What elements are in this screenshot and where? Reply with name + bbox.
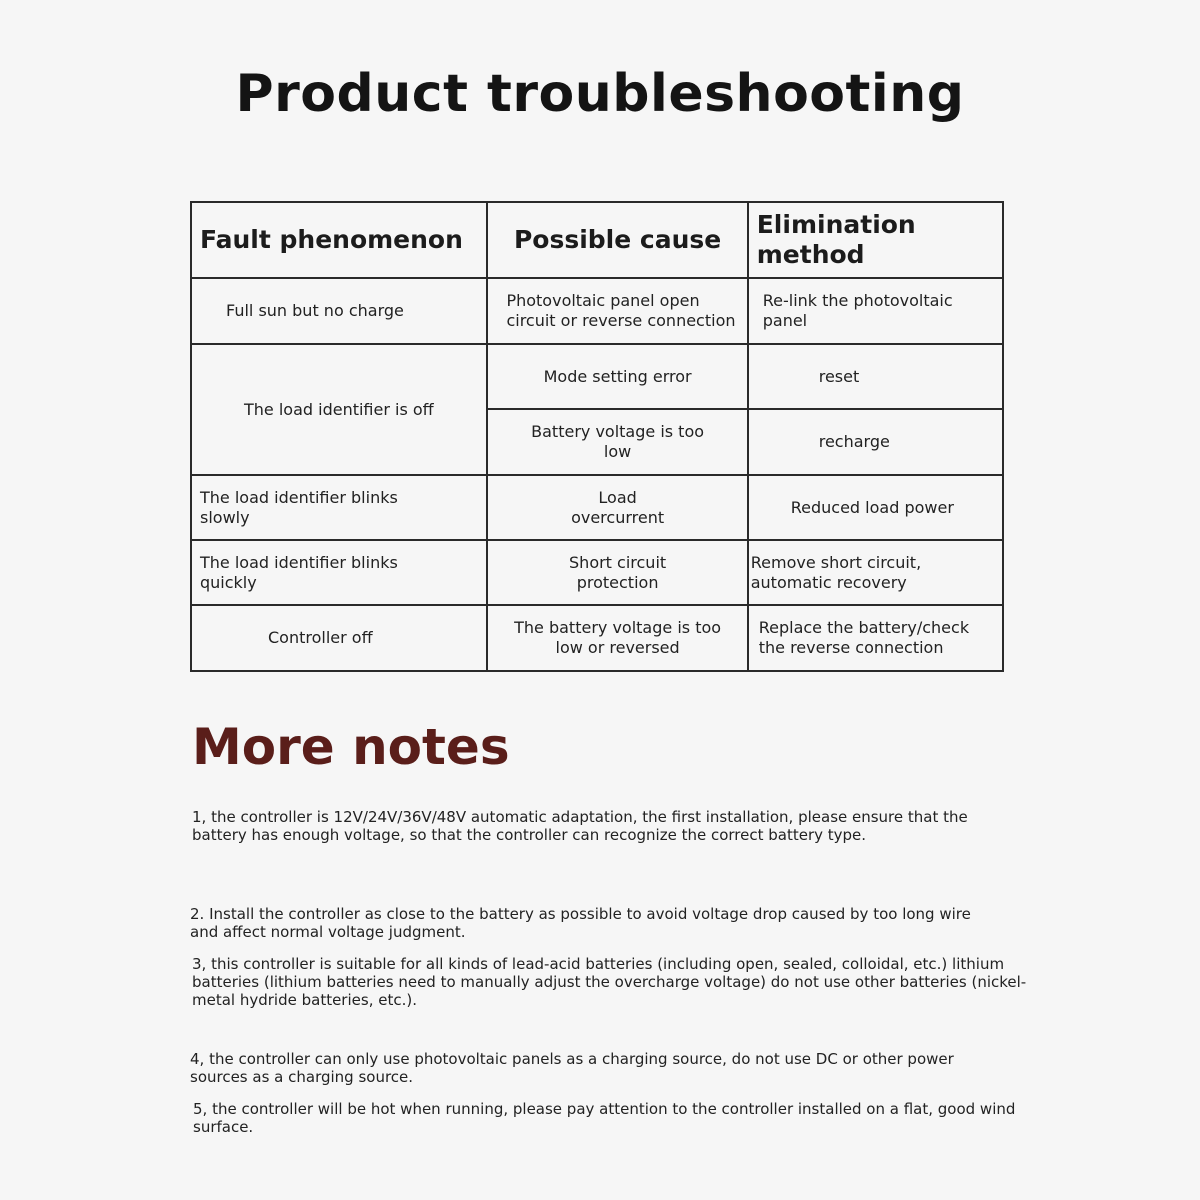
- note-item: 4, the controller can only use photovoltaic panels as a charging source, do not use DC or other power sources as a charging source.: [190, 1050, 954, 1086]
- table-row: [191, 344, 1003, 409]
- cause-cell: Mode setting error: [487, 344, 747, 409]
- table-row: [191, 605, 1003, 671]
- page-title: Product troubleshooting: [235, 64, 965, 124]
- note-item: 5, the controller will be hot when running, please pay attention to the controller installed on a flat, good wind surface.: [193, 1100, 1016, 1136]
- header-elimination-method: Elimination method: [748, 202, 1003, 278]
- cause-cell: Photovoltaic panel open circuit or reverse connection: [487, 278, 747, 344]
- table-row: [191, 278, 1003, 344]
- method-cell: Remove short circuit, automatic recovery: [748, 540, 1003, 605]
- method-cell: Replace the battery/check the reverse connection: [748, 605, 1003, 671]
- cause-cell: Load overcurrent: [487, 475, 747, 540]
- table-row: [191, 540, 1003, 605]
- header-possible-cause: Possible cause: [487, 202, 747, 278]
- fault-cell: The load identifier blinks slowly: [191, 475, 487, 540]
- note-item: 2. Install the controller as close to the battery as possible to avoid voltage drop caused by too long wire and affect normal voltage judgment.: [190, 905, 971, 941]
- fault-cell: The load identifier is off: [191, 344, 487, 475]
- note-item: 1, the controller is 12V/24V/36V/48V automatic adaptation, the first installation, please ensure that the battery has enough voltage, so that the controller can recognize the correct battery type.: [192, 808, 968, 844]
- fault-cell: The load identifier blinks quickly: [191, 540, 487, 605]
- note-item: 3, this controller is suitable for all kinds of lead-acid batteries (including open, sealed, colloidal, etc.) lithium batteries (lithium batteries need to manually adjust the overcharge voltage) do not use other batteries (nickel-metal hydride batteries, etc.).: [192, 955, 1027, 1009]
- method-cell: Reduced load power: [748, 475, 1003, 540]
- method-cell: recharge: [748, 409, 1003, 475]
- method-cell: reset: [748, 344, 1003, 409]
- cause-cell: Short circuit protection: [487, 540, 747, 605]
- troubleshooting-table: [190, 201, 1004, 672]
- more-notes-heading: More notes: [192, 718, 510, 776]
- method-cell: Re-link the photovoltaic panel: [748, 278, 1003, 344]
- cause-cell: Battery voltage is too low: [487, 409, 747, 475]
- header-fault-phenomenon: Fault phenomenon: [191, 202, 487, 278]
- cause-cell: The battery voltage is too low or reversed: [487, 605, 747, 671]
- table-header-row: [191, 202, 1003, 278]
- fault-cell: Full sun but no charge: [191, 278, 487, 344]
- fault-cell: Controller off: [191, 605, 487, 671]
- table-row: [191, 475, 1003, 540]
